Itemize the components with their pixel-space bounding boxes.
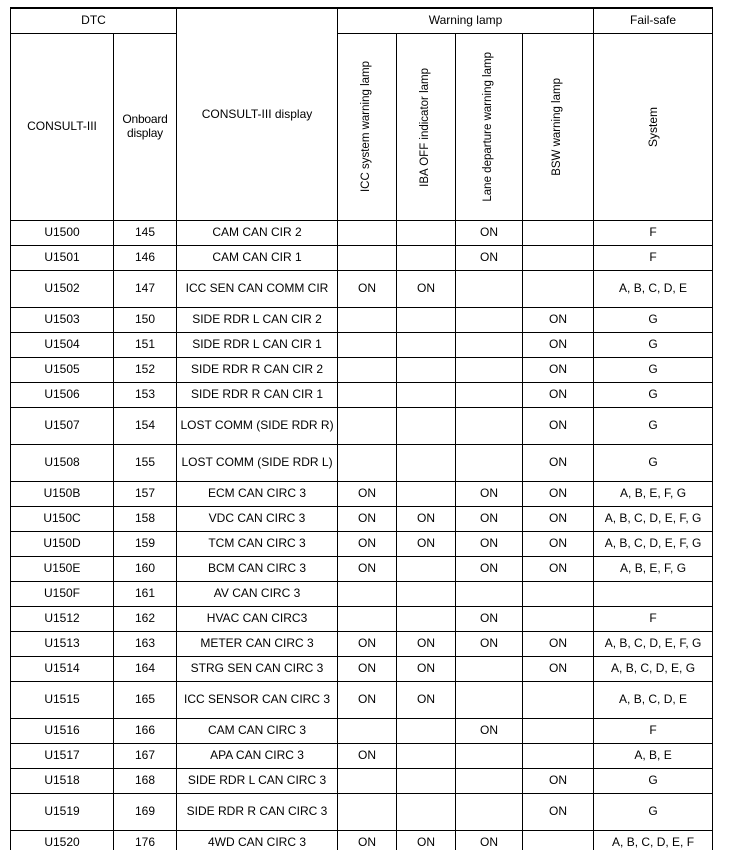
cell-onboard-display: 163	[114, 632, 177, 657]
cell-iba-off-indicator-lamp	[397, 744, 456, 769]
cell-lane-departure-warning-lamp: ON	[456, 632, 523, 657]
cell-bsw-warning-lamp: ON	[523, 794, 594, 831]
cell-consult-iii-display	[177, 445, 338, 482]
cell-consult-iii-display	[177, 246, 338, 271]
cell-display-text: ICC SEN CAN COMM CIR	[185, 281, 329, 296]
cell-consult-iii-display	[177, 532, 338, 557]
cell-consult-iii-display	[177, 582, 338, 607]
cell-bsw-warning-lamp	[523, 831, 594, 850]
cell-iba-off-indicator-lamp	[397, 582, 456, 607]
cell-icc-system-warning-lamp	[338, 221, 397, 246]
cell-icc-system-warning-lamp: ON	[338, 271, 397, 308]
cell-consult-iii-display	[177, 682, 338, 719]
cell-lane-departure-warning-lamp: ON	[456, 221, 523, 246]
cell-consult-iii: U1513	[11, 632, 114, 657]
cell-iba-off-indicator-lamp	[397, 445, 456, 482]
cell-display-text: 4WD CAN CIRC 3	[208, 835, 307, 850]
table-row	[11, 657, 713, 682]
cell-icc-system-warning-lamp	[338, 769, 397, 794]
table-row	[11, 246, 713, 271]
cell-bsw-warning-lamp: ON	[523, 482, 594, 507]
cell-consult-iii-display	[177, 507, 338, 532]
header-icc-system-warning-lamp	[338, 34, 397, 221]
table-row	[11, 507, 713, 532]
cell-display-text: CAM CAN CIR 2	[212, 225, 302, 240]
cell-onboard-display: 168	[114, 769, 177, 794]
cell-fail-safe-system	[594, 582, 713, 607]
cell-bsw-warning-lamp	[523, 607, 594, 632]
cell-consult-iii-display	[177, 308, 338, 333]
cell-lane-departure-warning-lamp	[456, 682, 523, 719]
cell-iba-off-indicator-lamp	[397, 333, 456, 358]
cell-consult-iii: U1502	[11, 271, 114, 308]
cell-consult-iii: U1501	[11, 246, 114, 271]
cell-consult-iii-display	[177, 794, 338, 831]
cell-display-text: HVAC CAN CIRC3	[206, 611, 308, 626]
cell-bsw-warning-lamp	[523, 744, 594, 769]
cell-icc-system-warning-lamp	[338, 246, 397, 271]
table-row	[11, 445, 713, 482]
cell-onboard-display: 153	[114, 383, 177, 408]
header-iba-label: IBA OFF indicator lamp	[419, 67, 432, 187]
cell-icc-system-warning-lamp: ON	[338, 507, 397, 532]
cell-display-text: BCM CAN CIRC 3	[208, 561, 307, 576]
cell-lane-departure-warning-lamp: ON	[456, 831, 523, 850]
cell-onboard-display: 145	[114, 221, 177, 246]
cell-bsw-warning-lamp	[523, 271, 594, 308]
cell-display-text: CAM CAN CIR 1	[212, 250, 302, 265]
cell-lane-departure-warning-lamp	[456, 582, 523, 607]
cell-icc-system-warning-lamp	[338, 794, 397, 831]
cell-consult-iii: U1505	[11, 358, 114, 383]
cell-lane-departure-warning-lamp	[456, 408, 523, 445]
cell-lane-departure-warning-lamp	[456, 744, 523, 769]
cell-onboard-display: 151	[114, 333, 177, 358]
cell-consult-iii-display	[177, 769, 338, 794]
cell-iba-off-indicator-lamp	[397, 482, 456, 507]
table-row	[11, 532, 713, 557]
cell-display-text: LOST COMM (SIDE RDR R)	[180, 418, 334, 433]
table-row	[11, 719, 713, 744]
cell-bsw-warning-lamp: ON	[523, 308, 594, 333]
cell-icc-system-warning-lamp: ON	[338, 557, 397, 582]
cell-consult-iii-display	[177, 632, 338, 657]
table-row	[11, 221, 713, 246]
cell-consult-iii-display	[177, 719, 338, 744]
cell-icc-system-warning-lamp	[338, 383, 397, 408]
cell-consult-iii: U1507	[11, 408, 114, 445]
cell-fail-safe-system: A, B, C, D, E, G	[594, 657, 713, 682]
cell-consult-iii: U1503	[11, 308, 114, 333]
cell-iba-off-indicator-lamp: ON	[397, 271, 456, 308]
cell-consult-iii: U150F	[11, 582, 114, 607]
cell-consult-iii: U1520	[11, 831, 114, 850]
cell-consult-iii: U1518	[11, 769, 114, 794]
table-row	[11, 831, 713, 850]
cell-onboard-display: 160	[114, 557, 177, 582]
cell-iba-off-indicator-lamp	[397, 308, 456, 333]
cell-consult-iii-display	[177, 383, 338, 408]
header-consult-iii: CONSULT-III	[11, 34, 114, 221]
cell-fail-safe-system: A, B, E, F, G	[594, 482, 713, 507]
cell-lane-departure-warning-lamp: ON	[456, 482, 523, 507]
cell-fail-safe-system: G	[594, 445, 713, 482]
cell-iba-off-indicator-lamp: ON	[397, 682, 456, 719]
cell-consult-iii-display	[177, 607, 338, 632]
cell-display-text: SIDE RDR L CAN CIRC 3	[187, 773, 327, 788]
cell-consult-iii: U150C	[11, 507, 114, 532]
cell-icc-system-warning-lamp	[338, 719, 397, 744]
cell-onboard-display: 176	[114, 831, 177, 850]
cell-bsw-warning-lamp: ON	[523, 408, 594, 445]
cell-fail-safe-system: G	[594, 769, 713, 794]
cell-display-text: SIDE RDR R CAN CIR 1	[191, 387, 324, 402]
cell-consult-iii: U1506	[11, 383, 114, 408]
cell-fail-safe-system: F	[594, 719, 713, 744]
table-row	[11, 607, 713, 632]
cell-bsw-warning-lamp	[523, 682, 594, 719]
cell-lane-departure-warning-lamp	[456, 308, 523, 333]
cell-display-text: METER CAN CIRC 3	[200, 636, 314, 651]
cell-display-text: ECM CAN CIRC 3	[208, 486, 307, 501]
cell-bsw-warning-lamp: ON	[523, 445, 594, 482]
cell-fail-safe-system: F	[594, 607, 713, 632]
header-onboard-display: Onboard display	[114, 34, 177, 221]
cell-icc-system-warning-lamp: ON	[338, 632, 397, 657]
cell-onboard-display: 147	[114, 271, 177, 308]
cell-icc-system-warning-lamp	[338, 333, 397, 358]
table-row	[11, 744, 713, 769]
header-sub-row	[11, 34, 713, 221]
table-row	[11, 557, 713, 582]
cell-lane-departure-warning-lamp	[456, 358, 523, 383]
cell-lane-departure-warning-lamp: ON	[456, 532, 523, 557]
cell-bsw-warning-lamp	[523, 582, 594, 607]
cell-icc-system-warning-lamp	[338, 408, 397, 445]
header-iba-off-indicator-lamp	[397, 34, 456, 221]
cell-consult-iii-display	[177, 221, 338, 246]
header-lane-departure-warning-lamp	[456, 34, 523, 221]
table-row	[11, 308, 713, 333]
cell-iba-off-indicator-lamp	[397, 719, 456, 744]
header-bsw-label: BSW warning lamp	[551, 78, 564, 176]
cell-icc-system-warning-lamp	[338, 582, 397, 607]
table-row	[11, 794, 713, 831]
cell-bsw-warning-lamp	[523, 246, 594, 271]
cell-consult-iii: U1515	[11, 682, 114, 719]
cell-fail-safe-system: A, B, C, D, E, F, G	[594, 632, 713, 657]
cell-iba-off-indicator-lamp	[397, 408, 456, 445]
cell-consult-iii: U1512	[11, 607, 114, 632]
cell-bsw-warning-lamp	[523, 719, 594, 744]
cell-onboard-display: 159	[114, 532, 177, 557]
cell-display-text: LOST COMM (SIDE RDR L)	[181, 455, 333, 470]
cell-bsw-warning-lamp	[523, 221, 594, 246]
cell-bsw-warning-lamp: ON	[523, 657, 594, 682]
cell-onboard-display: 150	[114, 308, 177, 333]
cell-consult-iii: U1519	[11, 794, 114, 831]
cell-display-text: CAM CAN CIRC 3	[208, 723, 307, 738]
header-group-row	[11, 8, 713, 34]
cell-onboard-display: 146	[114, 246, 177, 271]
header-bsw-warning-lamp	[523, 34, 594, 221]
cell-icc-system-warning-lamp: ON	[338, 831, 397, 850]
cell-lane-departure-warning-lamp	[456, 445, 523, 482]
cell-lane-departure-warning-lamp: ON	[456, 246, 523, 271]
cell-iba-off-indicator-lamp: ON	[397, 532, 456, 557]
table-row	[11, 582, 713, 607]
cell-consult-iii: U1504	[11, 333, 114, 358]
cell-onboard-display: 161	[114, 582, 177, 607]
cell-display-text: VDC CAN CIRC 3	[208, 511, 306, 526]
cell-fail-safe-system: G	[594, 383, 713, 408]
table-row	[11, 632, 713, 657]
cell-fail-safe-system: G	[594, 408, 713, 445]
cell-fail-safe-system: A, B, E, F, G	[594, 557, 713, 582]
cell-iba-off-indicator-lamp	[397, 246, 456, 271]
cell-onboard-display: 152	[114, 358, 177, 383]
cell-lane-departure-warning-lamp	[456, 333, 523, 358]
cell-consult-iii: U150E	[11, 557, 114, 582]
cell-consult-iii-display	[177, 831, 338, 850]
cell-display-text: SIDE RDR R CAN CIR 2	[191, 362, 324, 377]
cell-consult-iii: U1514	[11, 657, 114, 682]
table-row	[11, 271, 713, 308]
table-head	[11, 8, 713, 221]
cell-consult-iii-display	[177, 271, 338, 308]
cell-lane-departure-warning-lamp: ON	[456, 507, 523, 532]
cell-fail-safe-system: G	[594, 358, 713, 383]
cell-consult-iii-display	[177, 557, 338, 582]
cell-onboard-display: 169	[114, 794, 177, 831]
cell-onboard-display: 155	[114, 445, 177, 482]
header-group-fail-safe: Fail-safe	[594, 8, 713, 34]
cell-iba-off-indicator-lamp	[397, 221, 456, 246]
cell-iba-off-indicator-lamp: ON	[397, 831, 456, 850]
cell-lane-departure-warning-lamp	[456, 769, 523, 794]
table-row	[11, 769, 713, 794]
table-body	[11, 221, 713, 850]
cell-lane-departure-warning-lamp: ON	[456, 557, 523, 582]
cell-icc-system-warning-lamp	[338, 607, 397, 632]
cell-onboard-display: 166	[114, 719, 177, 744]
cell-bsw-warning-lamp: ON	[523, 358, 594, 383]
table-row	[11, 383, 713, 408]
header-icc-label: ICC system warning lamp	[360, 61, 373, 193]
cell-fail-safe-system: A, B, C, D, E	[594, 271, 713, 308]
header-consult-display: CONSULT-III display	[177, 8, 338, 221]
cell-fail-safe-system: A, B, E	[594, 744, 713, 769]
header-group-dtc: DTC	[11, 8, 177, 34]
cell-consult-iii: U150D	[11, 532, 114, 557]
header-lane-label: Lane departure warning lamp	[482, 52, 495, 202]
cell-fail-safe-system: F	[594, 246, 713, 271]
cell-fail-safe-system: G	[594, 308, 713, 333]
cell-iba-off-indicator-lamp: ON	[397, 632, 456, 657]
table-row	[11, 482, 713, 507]
cell-icc-system-warning-lamp: ON	[338, 744, 397, 769]
cell-onboard-display: 157	[114, 482, 177, 507]
cell-lane-departure-warning-lamp	[456, 271, 523, 308]
cell-consult-iii-display	[177, 482, 338, 507]
cell-consult-iii: U1508	[11, 445, 114, 482]
header-group-warning-lamp: Warning lamp	[338, 8, 594, 34]
cell-onboard-display: 158	[114, 507, 177, 532]
cell-consult-iii-display	[177, 744, 338, 769]
cell-onboard-display: 164	[114, 657, 177, 682]
cell-onboard-display: 165	[114, 682, 177, 719]
cell-onboard-display: 154	[114, 408, 177, 445]
cell-display-text: SIDE RDR L CAN CIR 2	[192, 312, 322, 327]
cell-display-text: ICC SENSOR CAN CIRC 3	[184, 692, 331, 707]
cell-bsw-warning-lamp: ON	[523, 632, 594, 657]
cell-consult-iii-display	[177, 657, 338, 682]
cell-display-text: APA CAN CIRC 3	[210, 748, 304, 763]
cell-consult-iii-display	[177, 408, 338, 445]
cell-icc-system-warning-lamp: ON	[338, 657, 397, 682]
cell-icc-system-warning-lamp	[338, 308, 397, 333]
cell-lane-departure-warning-lamp: ON	[456, 719, 523, 744]
header-system-label: System	[646, 106, 661, 147]
cell-iba-off-indicator-lamp	[397, 794, 456, 831]
cell-iba-off-indicator-lamp: ON	[397, 657, 456, 682]
cell-icc-system-warning-lamp: ON	[338, 482, 397, 507]
cell-lane-departure-warning-lamp	[456, 657, 523, 682]
header-system	[594, 34, 713, 221]
cell-icc-system-warning-lamp	[338, 358, 397, 383]
cell-bsw-warning-lamp: ON	[523, 507, 594, 532]
cell-iba-off-indicator-lamp	[397, 383, 456, 408]
table-row	[11, 333, 713, 358]
cell-fail-safe-system: A, B, C, D, E, F, G	[594, 507, 713, 532]
cell-iba-off-indicator-lamp	[397, 607, 456, 632]
cell-consult-iii-display	[177, 358, 338, 383]
cell-fail-safe-system: A, B, C, D, E, F	[594, 831, 713, 850]
cell-iba-off-indicator-lamp: ON	[397, 507, 456, 532]
cell-display-text: SIDE RDR R CAN CIRC 3	[186, 804, 328, 819]
cell-consult-iii: U1500	[11, 221, 114, 246]
dtc-table	[10, 7, 713, 850]
cell-iba-off-indicator-lamp	[397, 358, 456, 383]
cell-lane-departure-warning-lamp	[456, 794, 523, 831]
cell-icc-system-warning-lamp: ON	[338, 682, 397, 719]
cell-fail-safe-system: G	[594, 794, 713, 831]
table-row	[11, 682, 713, 719]
cell-consult-iii-display	[177, 333, 338, 358]
cell-fail-safe-system: A, B, C, D, E	[594, 682, 713, 719]
cell-iba-off-indicator-lamp	[397, 557, 456, 582]
cell-onboard-display: 162	[114, 607, 177, 632]
cell-consult-iii: U1516	[11, 719, 114, 744]
cell-fail-safe-system: F	[594, 221, 713, 246]
cell-bsw-warning-lamp: ON	[523, 769, 594, 794]
cell-display-text: STRG SEN CAN CIRC 3	[190, 661, 324, 676]
cell-icc-system-warning-lamp: ON	[338, 532, 397, 557]
cell-bsw-warning-lamp: ON	[523, 333, 594, 358]
cell-fail-safe-system: A, B, C, D, E, F, G	[594, 532, 713, 557]
cell-consult-iii: U150B	[11, 482, 114, 507]
cell-bsw-warning-lamp: ON	[523, 383, 594, 408]
cell-icc-system-warning-lamp	[338, 445, 397, 482]
cell-onboard-display: 167	[114, 744, 177, 769]
cell-consult-iii: U1517	[11, 744, 114, 769]
cell-display-text: TCM CAN CIRC 3	[208, 536, 306, 551]
cell-fail-safe-system: G	[594, 333, 713, 358]
table-row	[11, 358, 713, 383]
cell-display-text: AV CAN CIRC 3	[213, 586, 301, 601]
cell-bsw-warning-lamp: ON	[523, 532, 594, 557]
cell-lane-departure-warning-lamp	[456, 383, 523, 408]
cell-lane-departure-warning-lamp: ON	[456, 607, 523, 632]
table-row	[11, 408, 713, 445]
cell-display-text: SIDE RDR L CAN CIR 1	[192, 337, 322, 352]
cell-iba-off-indicator-lamp	[397, 769, 456, 794]
cell-bsw-warning-lamp: ON	[523, 557, 594, 582]
